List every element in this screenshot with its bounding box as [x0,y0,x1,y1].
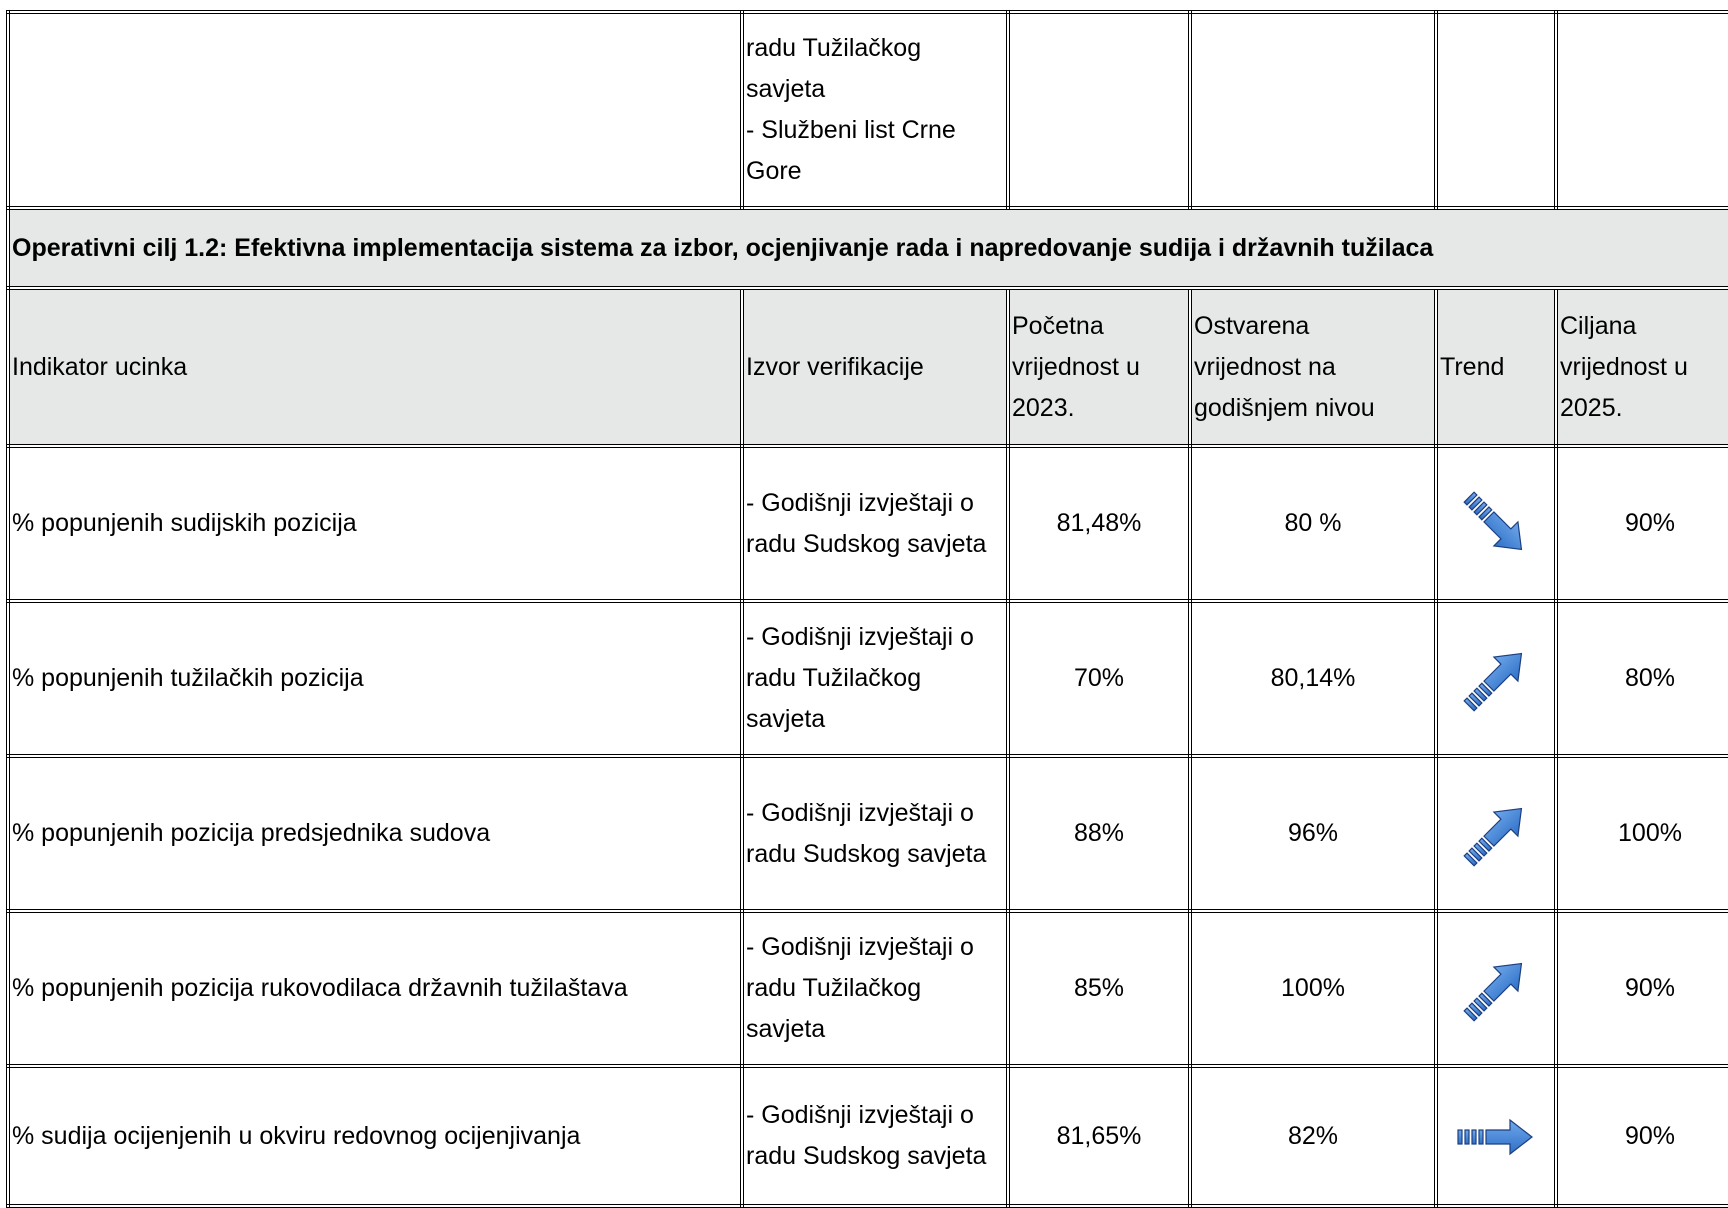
arrow-up-right-icon [1460,663,1532,691]
header-line: godišnjem nivou [1194,393,1375,422]
initial-value-cell: 85% [1008,911,1190,1066]
section-title: Operativni cilj 1.2: Efektivna implementacija sistema za izbor, ocjenjivanje rada i napredovanje sudija i državnih tužilaca [8,208,1728,288]
table-row [8,12,1728,208]
source-cell [742,601,1008,756]
source-cell [742,12,1008,208]
header-initial-value [1008,288,1190,446]
header-achieved-value [1190,288,1436,446]
table-row [8,1066,1728,1206]
trend-cell [1436,446,1556,601]
header-line: 2025. [1560,393,1623,422]
target-value-cell: 90% [1556,911,1728,1066]
achieved-value-cell: 96% [1190,756,1436,911]
table-row [8,911,1728,1066]
achieved-value-cell: 100% [1190,911,1436,1066]
achieved-value-cell: 80 % [1190,446,1436,601]
arrow-down-right-icon [1460,508,1532,536]
table-row [8,601,1728,756]
source-line: - Godišnji izvještaji o [746,798,974,827]
source-line: savjeta [746,705,826,733]
header-row [8,288,1728,446]
header-trend: Trend [1436,288,1556,446]
header-line: Početna [1012,311,1104,340]
source-cell [742,911,1008,1066]
indicator-cell [8,12,742,208]
table-row [8,756,1728,911]
source-line: - Godišnji izvještaji o [746,933,974,961]
header-source: Izvor verifikacije [742,288,1008,446]
header-line: vrijednost na [1194,352,1336,381]
arrow-up-right-icon [1460,973,1532,1001]
trend-cell [1436,12,1556,208]
target-value-cell [1556,12,1728,208]
section-row [8,208,1728,288]
indicator-cell: % popunjenih pozicija predsjednika sudova [8,756,742,911]
indicator-cell: % popunjenih sudijskih pozicija [8,446,742,601]
indicator-cell: % popunjenih tužilačkih pozicija [8,601,742,756]
target-value-cell: 100% [1556,756,1728,911]
source-line: radu Tužilačkog [746,664,922,692]
source-line: radu Sudskog savjeta [746,839,987,868]
source-line: Gore [746,157,802,185]
achieved-value-cell: 82% [1190,1066,1436,1206]
achieved-value-cell: 80,14% [1190,601,1436,756]
initial-value-cell: 81,65% [1008,1066,1190,1206]
source-cell [742,1066,1008,1206]
initial-value-cell [1008,12,1190,208]
indicator-cell: % popunjenih pozicija rukovodilaca državnih tužilaštava [8,911,742,1066]
header-line: Ostvarena [1194,311,1310,340]
target-value-cell: 80% [1556,601,1728,756]
source-line: radu Sudskog savjeta [746,1142,987,1170]
trend-cell [1436,911,1556,1066]
table-row [8,446,1728,601]
indicator-cell: % sudija ocijenjenih u okviru redovnog ocijenjivanja [8,1066,742,1206]
source-line: radu Tužilačkog [746,974,922,1002]
target-value-cell: 90% [1556,1066,1728,1206]
source-line: savjeta [746,75,826,103]
arrow-right-icon [1456,1121,1536,1149]
trend-cell [1436,756,1556,911]
source-line: - Godišnji izvještaji o [746,623,974,651]
source-line: - Godišnji izvještaji o [746,1101,974,1129]
arrow-up-right-icon [1460,818,1532,846]
header-line: vrijednost u [1012,352,1140,381]
indicator-table [6,10,1728,1208]
header-line: vrijednost u [1560,352,1688,381]
header-line: 2023. [1012,393,1075,422]
achieved-value-cell [1190,12,1436,208]
header-indicator: Indikator ucinka [8,288,742,446]
source-line: radu Tužilačkog [746,34,922,62]
source-cell [742,446,1008,601]
source-line: - Godišnji izvještaji o [746,488,974,517]
source-line: - Službeni list Crne [746,116,956,144]
initial-value-cell: 70% [1008,601,1190,756]
target-value-cell: 90% [1556,446,1728,601]
header-target-value [1556,288,1728,446]
source-line: radu Sudskog savjeta [746,529,987,558]
source-cell [742,756,1008,911]
initial-value-cell: 81,48% [1008,446,1190,601]
source-line: savjeta [746,1015,826,1043]
trend-cell [1436,601,1556,756]
header-line: Ciljana [1560,311,1637,340]
trend-cell [1436,1066,1556,1206]
initial-value-cell: 88% [1008,756,1190,911]
